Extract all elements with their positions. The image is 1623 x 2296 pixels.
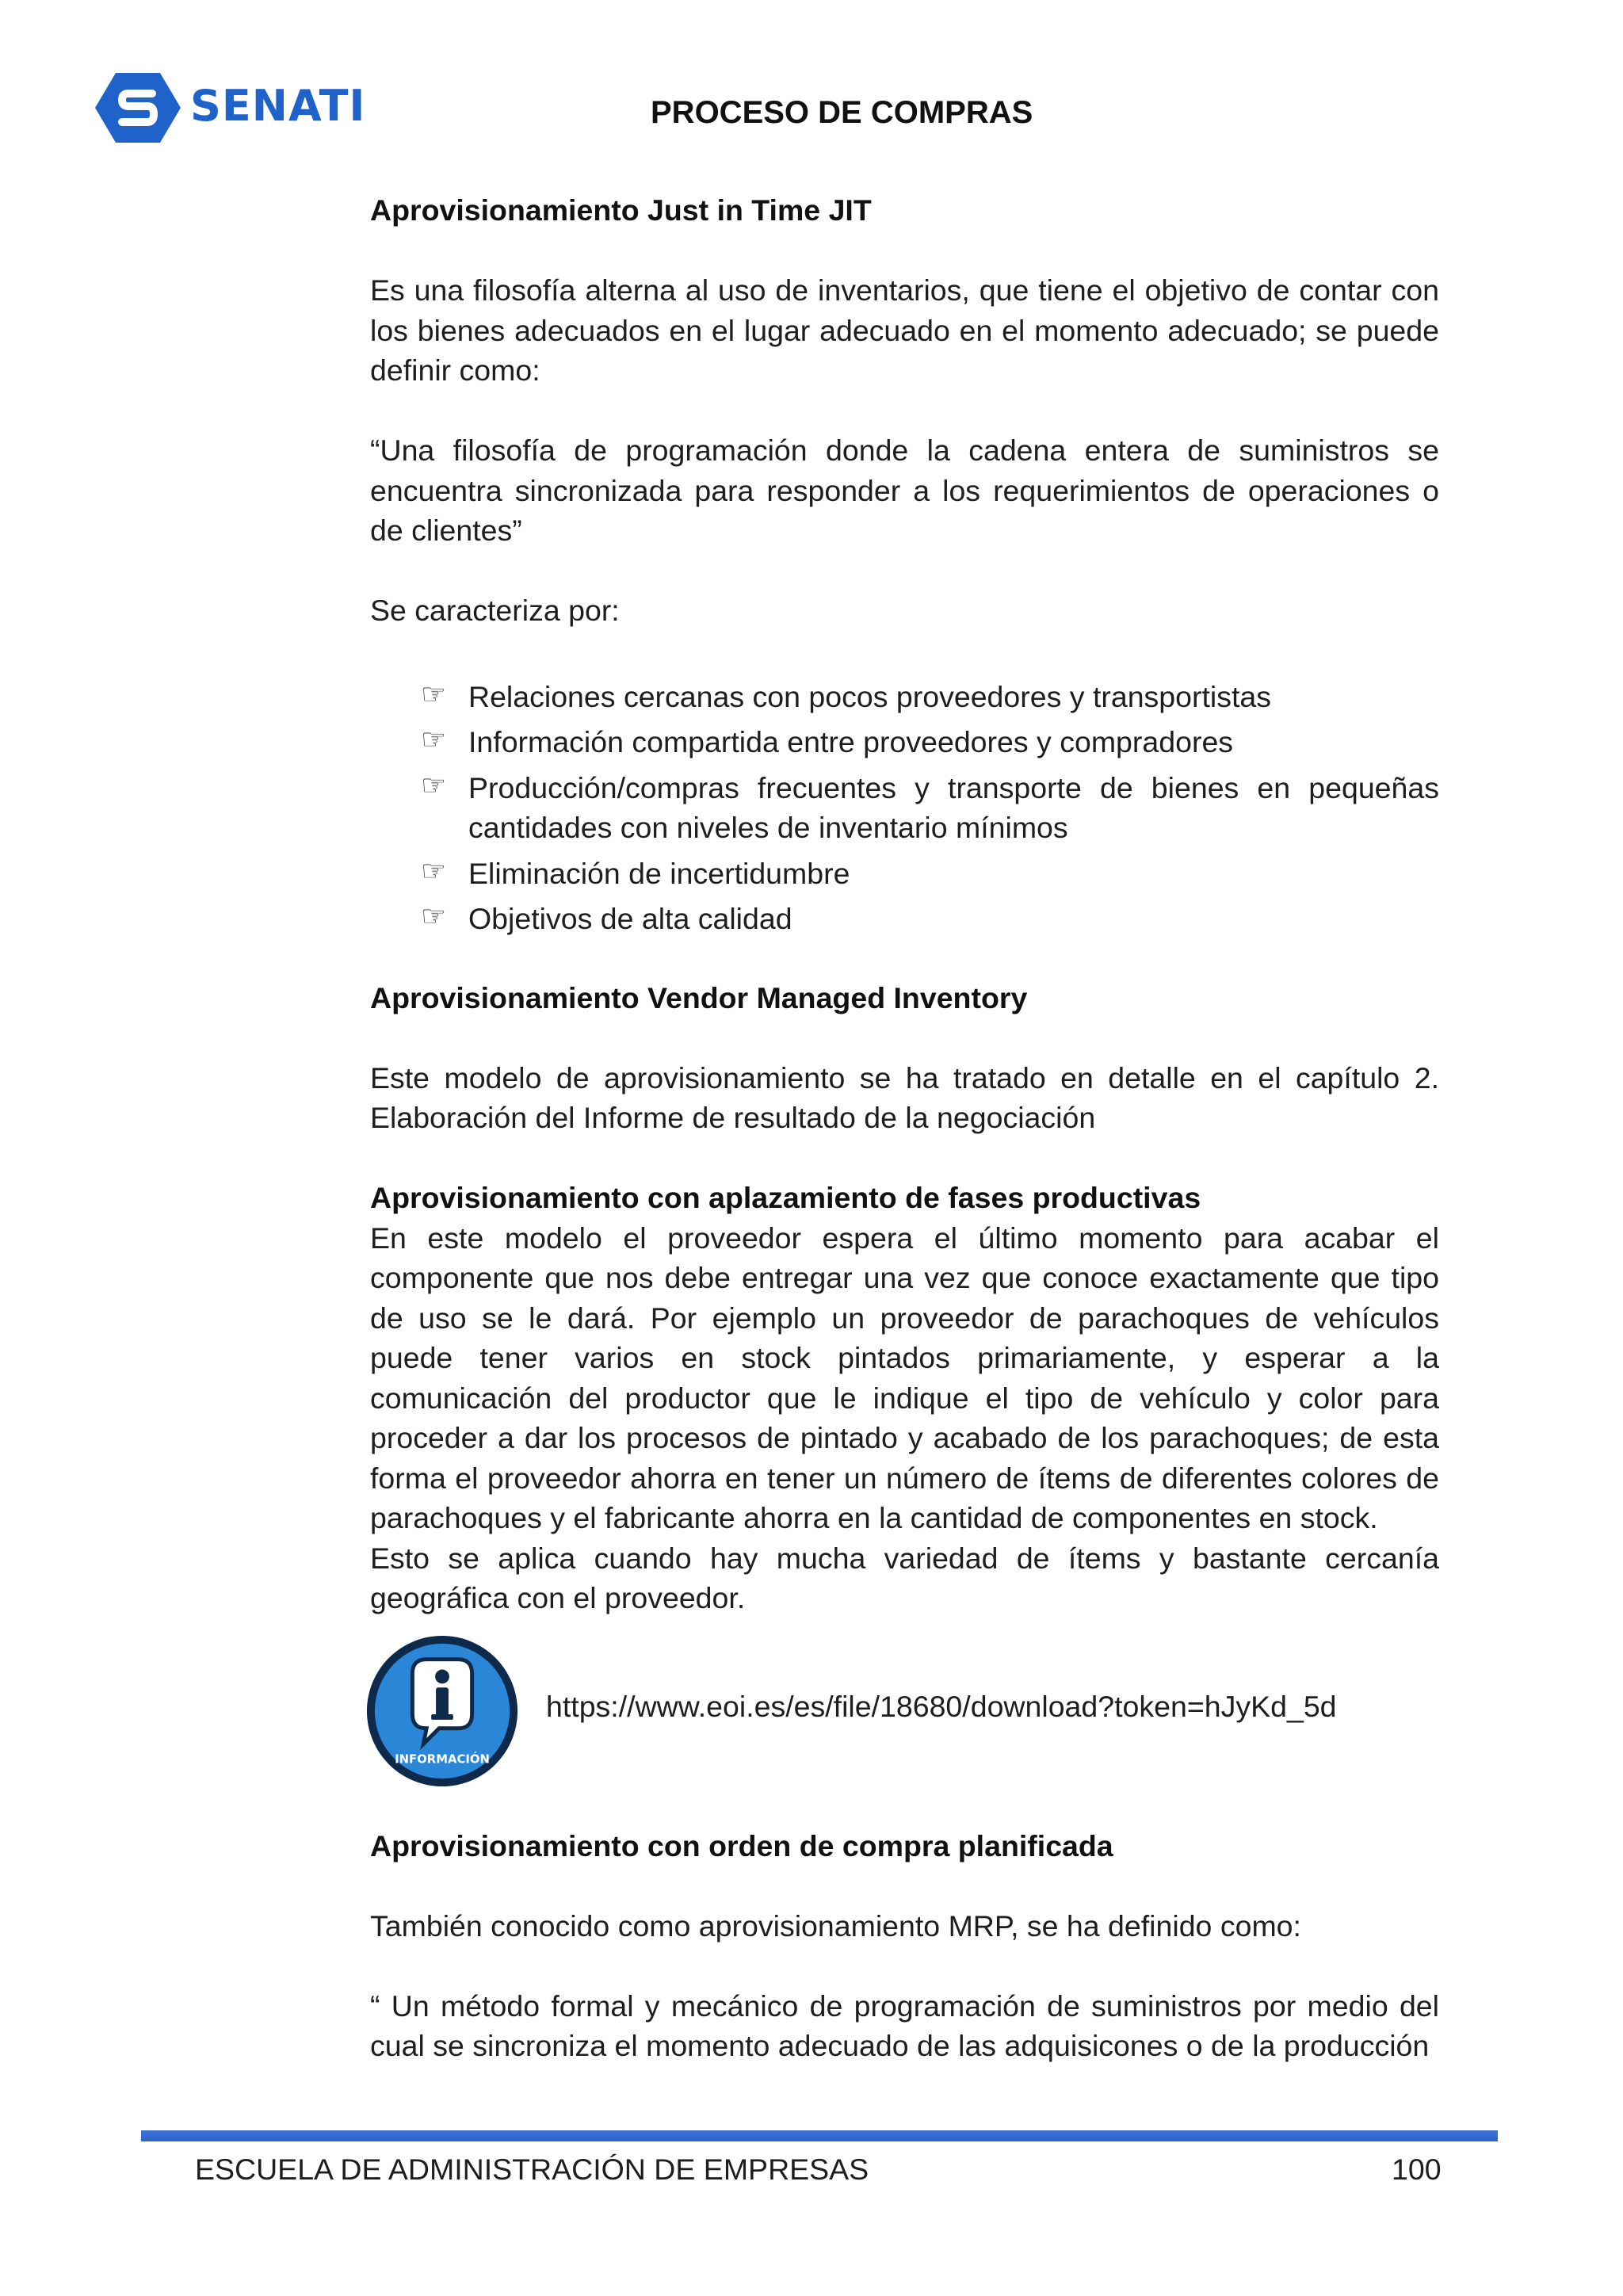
section-heading-mrp: Aprovisionamiento con orden de compra planificada: [370, 1828, 1113, 1862]
paragraph-vmi: Este modelo de aprovisionamiento se ha tratado en detalle en el capítulo 2. Elaboración del Informe de resultado de la negociación: [370, 1060, 1439, 1134]
footer-divider: [141, 2130, 1498, 2141]
pointing-hand-icon: ☞: [421, 677, 447, 710]
section-heading-jit: Aprovisionamiento Just in Time JIT: [370, 193, 872, 227]
paragraph-jit-definition: Es una filosofía alterna al uso de inventarios, que tiene el objetivo de contar con los bienes adecuados en el lugar adecuado en el momento adecuado; se puede definir como:: [370, 273, 1439, 387]
list-item: ☞ Objetivos de alta calidad: [421, 900, 792, 935]
pointing-hand-icon: ☞: [421, 768, 447, 801]
pointing-hand-icon: ☞: [421, 854, 447, 887]
pointing-hand-icon: ☞: [421, 900, 447, 932]
footer-school-name: ESCUELA DE ADMINISTRACIÓN DE EMPRESAS: [195, 2153, 869, 2186]
quote-mrp: “ Un método formal y mecánico de programación de suministros por medio del cual se sincroniza el momento adecuado de las adquisicones o de la producción: [370, 1988, 1439, 2062]
quote-jit: “Una filosofía de programación donde la cadena entera de suministros se encuentra sincronizada para responder a los requerimientos de operaciones o de clientes”: [370, 434, 1439, 547]
section-heading-postponement: Aprovisionamiento con aplazamiento de fases productivas: [370, 1181, 1201, 1214]
reference-link[interactable]: https://www.eoi.es/es/file/18680/download?token=hJyKd_5d: [546, 1689, 1337, 1723]
section-heading-vmi: Aprovisionamiento Vendor Managed Inventory: [370, 980, 1028, 1014]
info-badge-label: INFORMACIÓN: [395, 1751, 490, 1766]
list-item: ☞ Relaciones cercanas con pocos proveedores y transportistas: [421, 677, 1272, 713]
logo-text: SENATI: [190, 81, 366, 131]
list-item: ☞ Producción/compras frecuentes y transporte de bienes en pequeñas cantidades con niveles de inventario mínimos: [421, 768, 1439, 844]
list-item: ☞ Eliminación de incertidumbre: [421, 854, 850, 890]
document-body: [370, 190, 1439, 2066]
info-badge-icon: [364, 1633, 521, 1790]
paragraph-postponement-application: Esto se aplica cuando hay mucha variedad de ítems y bastante cercanía geográfica con el proveedor.: [370, 1541, 1439, 1614]
page-number: 100: [1392, 2153, 1442, 2186]
senati-logo-icon: [94, 70, 182, 146]
jit-characteristics-list: [370, 677, 1439, 939]
page-title: PROCESO DE COMPRAS: [651, 95, 1033, 130]
paragraph-mrp: También conocido como aprovisionamiento MRP, se ha definido como:: [370, 1908, 1301, 1943]
paragraph-jit-intro: Se caracteriza por:: [370, 594, 620, 627]
paragraph-postponement: En este modelo el proveedor espera el último momento para acabar el componente que nos debe entregar una vez que conoce exactamente que tipo de uso se le dará. Por ejemplo un proveedor de parachoques de vehículos puede tener varios en stock pintados primariamente, y esperar a la comunicación del productor que le indique el tipo de vehículo y color para proceder a dar los procesos de pintado y acabado de los parachoques; de esta forma el proveedor ahorra en tener un número de ítems de diferentes colores de parachoques y el fabricante ahorra en la cantidad de componentes en stock.: [370, 1221, 1439, 1534]
senati-logo: [94, 70, 379, 146]
pointing-hand-icon: ☞: [421, 723, 447, 755]
info-callout: [370, 1618, 1439, 1785]
list-item: ☞ Información compartida entre proveedores y compradores: [421, 723, 1234, 758]
